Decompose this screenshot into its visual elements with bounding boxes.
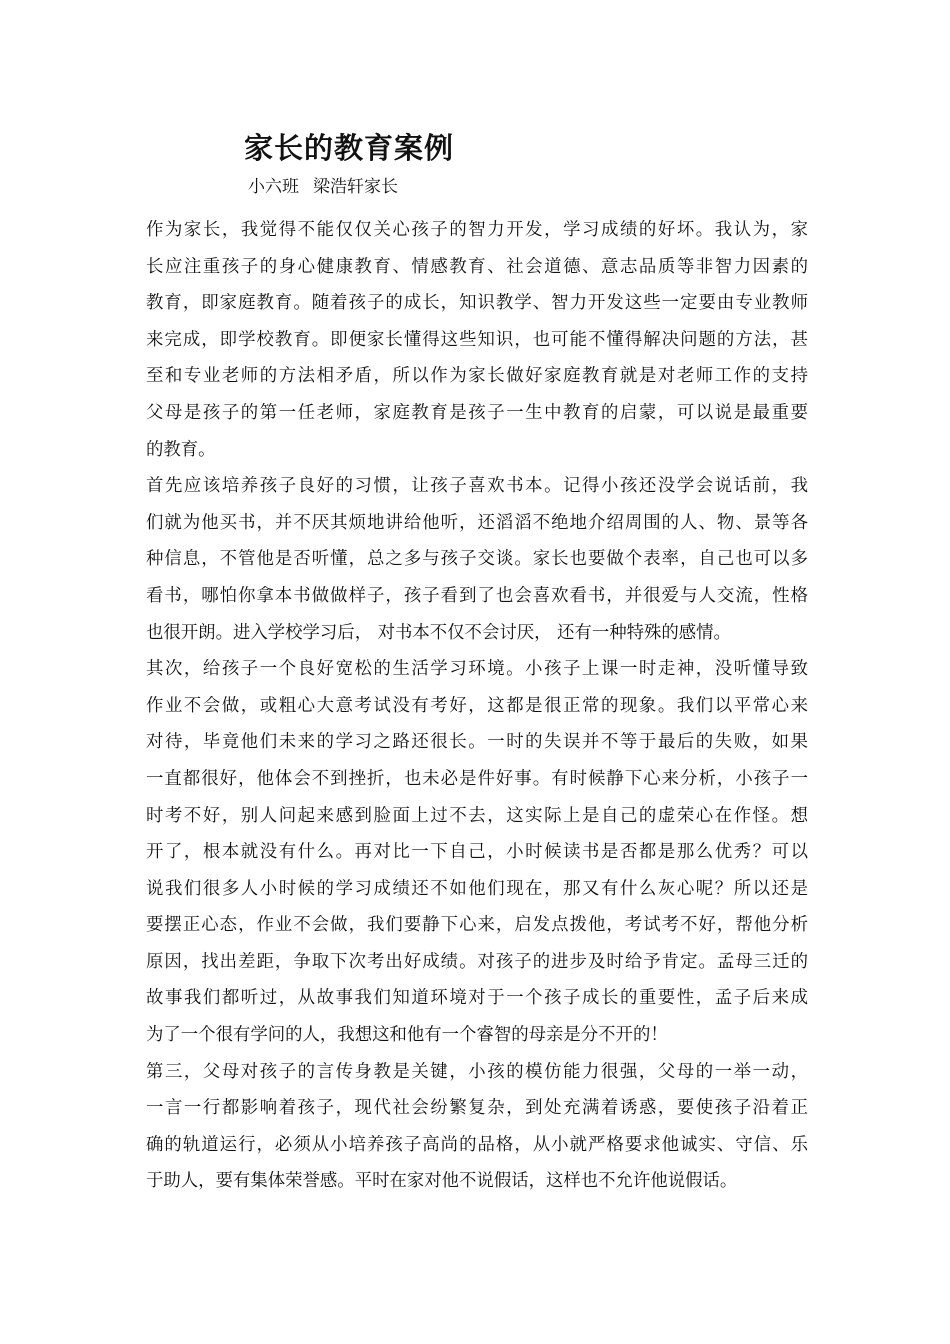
text-line: 父母是孩子的第一任老师，家庭教育是孩子一生中教育的启蒙，可以说是最重要 [146, 402, 808, 423]
text-line: 也很开朗。进入学校学习后， 对书本不仅不会讨厌， 还有一种特殊的感情。 [146, 622, 731, 643]
text-line: 首先应该培养孩子良好的习惯，让孩子喜欢书本。记得小孩还没学会说话前，我 [146, 476, 808, 497]
paragraph-1 [146, 212, 808, 468]
text-line: 为了一个很有学问的人，我想这和他有一个睿智的母亲是分不开的！ [146, 1025, 668, 1046]
text-line: 原因，找出差距，争取下次考出好成绩。对孩子的进步及时给予肯定。孟母三迁的 [146, 951, 808, 972]
document-body [146, 212, 808, 1200]
byline-author: 梁浩轩家长 [313, 177, 398, 197]
text-line: 作业不会做，或粗心大意考试没有考好，这都是很正常的现象。我们以平常心来 [146, 695, 808, 716]
text-line: 种信息，不管他是否听懂，总之多与孩子交谈。家长也要做个表率，自己也可以多 [146, 549, 808, 570]
text-line: 其次，给孩子一个良好宽松的生活学习环境。小孩子上课一时走神，没听懂导致 [146, 659, 808, 680]
paragraph-2 [146, 468, 808, 651]
paragraph-4 [146, 1054, 808, 1200]
text-line: 第三，父母对孩子的言传身教是关键，小孩的模仿能力很强，父母的一举一动， [146, 1061, 808, 1082]
byline-class: 小六班 [248, 177, 299, 197]
text-line: 时考不好，别人问起来感到脸面上过不去，这实际上是自己的虚荣心在作怪。想 [146, 805, 808, 826]
text-line: 至和专业老师的方法相矛盾，所以作为家长做好家庭教育就是对老师工作的支持 [146, 366, 808, 387]
text-line: 于助人，要有集体荣誉感。平时在家对他不说假话，这样也不允许他说假话。 [146, 1171, 738, 1192]
document-byline [248, 174, 398, 200]
text-line: 确的轨道运行，必须从小培养孩子高尚的品格，从小就严格要求他诚实、守信、乐 [146, 1134, 808, 1155]
text-line: 对待，毕竟他们未来的学习之路还很长。一时的失误并不等于最后的失败，如果 [146, 732, 808, 753]
text-line: 要摆正心态，作业不会做，我们要静下心来，启发点拨他，考试考不好，帮他分析 [146, 915, 808, 936]
text-line: 长应注重孩子的身心健康教育、情感教育、社会道德、意志品质等非智力因素的 [146, 256, 808, 277]
text-line: 们就为他买书，并不厌其烦地讲给他听，还滔滔不绝地介绍周围的人、物、景等各 [146, 512, 808, 533]
text-line: 一直都很好，他体会不到挫折，也未必是件好事。有时候静下心来分析，小孩子一 [146, 768, 808, 789]
text-line: 的教育。 [146, 439, 216, 460]
text-line: 教育，即家庭教育。随着孩子的成长，知识教学、智力开发这些一定要由专业教师 [146, 293, 808, 314]
document-title: 家长的教育案例 [244, 131, 455, 165]
text-line: 看书，哪怕你拿本书做做样子，孩子看到了也会喜欢看书，并很爱与人交流，性格 [146, 585, 808, 606]
text-line: 一言一行都影响着孩子，现代社会纷繁复杂，到处充满着诱惑，要使孩子沿着正 [146, 1098, 808, 1119]
text-line: 来完成，即学校教育。即便家长懂得这些知识，也可能不懂得解决问题的方法，甚 [146, 329, 808, 350]
text-line: 说我们很多人小时候的学习成绩还不如他们现在，那又有什么灰心呢？所以还是 [146, 878, 808, 899]
text-line: 开了，根本就没有什么。再对比一下自己，小时候读书是否都是那么优秀？可以 [146, 842, 808, 863]
text-line: 作为家长，我觉得不能仅仅关心孩子的智力开发，学习成绩的好坏。我认为，家 [146, 220, 808, 240]
text-line: 故事我们都听过，从故事我们知道环境对于一个孩子成长的重要性，孟子后来成 [146, 988, 808, 1009]
paragraph-3 [146, 651, 808, 1054]
